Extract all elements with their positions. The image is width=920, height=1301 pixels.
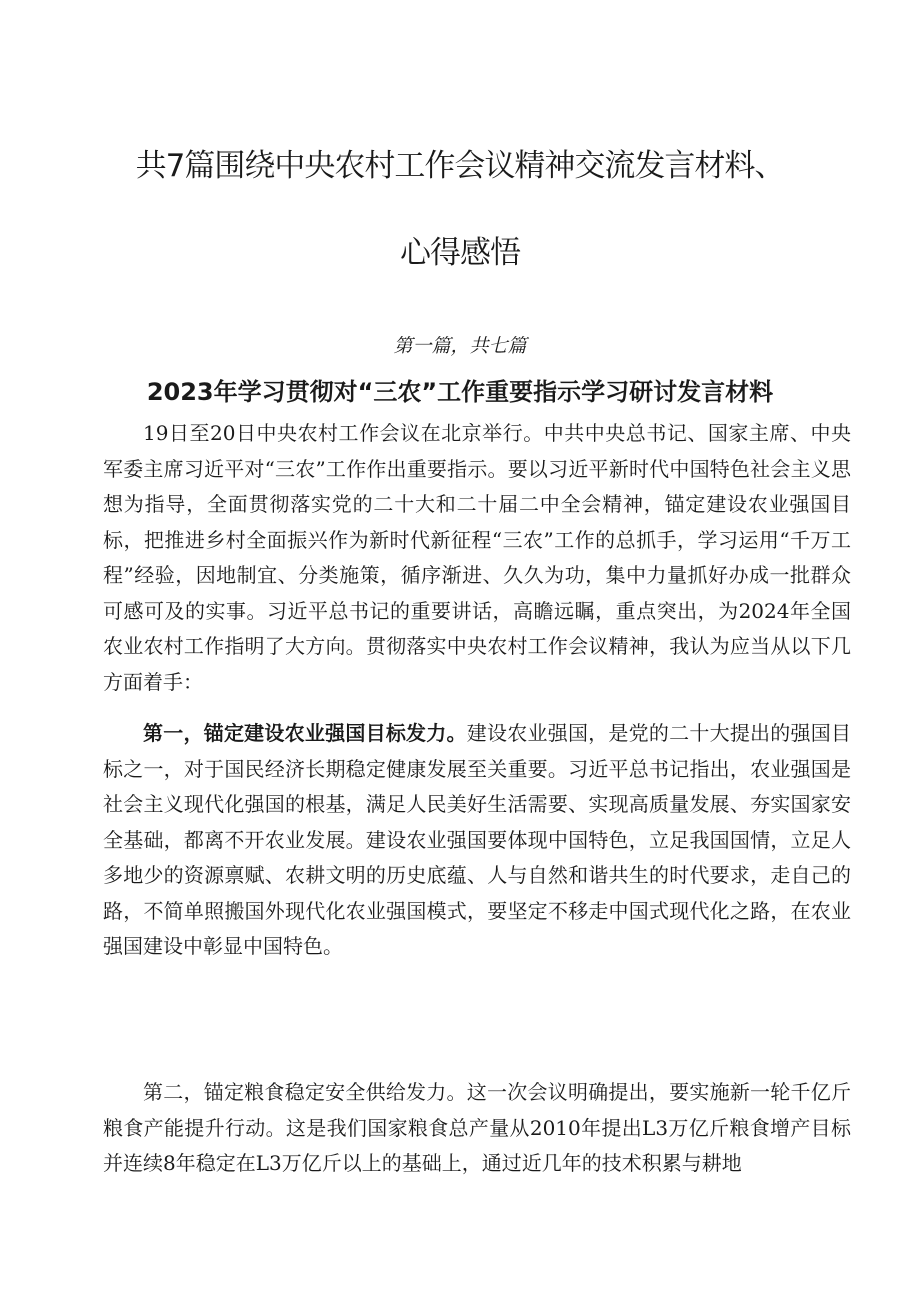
body-paragraph [103,416,851,700]
paragraph-text: 建设农业强国，是党的二十大提出的强国目标之一，对于国民经济长期稳定健康发展至关重要。习近平总书记指出，农业强国是社会主义现代化强国的根基，满足人民美好生活需要、实现高质量发展、夯实国家安全基础，都离不开农业发展。建设农业强国要体现中国特色，立足我国国情，立足人多地少的资源禀赋、农耕文明的历史底蕴、人与自然和谐共生的时代要求，走自己的路，不简单照搬国外现代化农业强国模式，要坚定不移走中国式现代化之路，在农业强国建设中彰显中国特色。 [103,721,852,958]
section-title: 2023年学习贯彻对“三农”工作重要指示学习研讨发言材料 [146,378,774,406]
paragraph-text: 19日至20日中央农村工作会议在北京举行。中共中央总书记、国家主席、中央军委主席习近平对“三农”工作作出重要指示。要以习近平新时代中国特色社会主义思想为指导，全面贯彻落实党的二十大和二十届二中全会精神，锚定建设农业强国目标，把推进乡村全面振兴作为新时代新征程“三农”工作的总抓手，学习运用“千万工程”经验，因地制宜、分类施策，循序渐进、久久为功，集中力量抓好办成一批群众可感可及的实事。习近平总书记的重要讲话，高瞻远瞩，重点突出，为2024年全国农业农村工作指明了大方向。贯彻落实中央农村工作会议精神，我认为应当从以下几方面着手： [103,421,851,694]
paragraph-text: 第二，锚定粮食稳定安全供给发力。这一次会议明确提出，要实施新一轮千亿斤粮食产能提升行动。这是我们国家粮食总产量从2010年提出L3万亿斤粮食增产目标并连续8年稳定在L3万亿斤以上的基础上，通过近几年的技术积累与耕地 [103,1080,851,1175]
body-paragraph [103,716,851,965]
document-title-line-2: 心得感悟 [400,235,520,271]
document-title-line-1: 共7篇围绕中央农村工作会议精神交流发言材料、 [135,148,785,184]
body-paragraph [103,1075,851,1182]
part-label: 第一篇，共七篇 [393,335,527,357]
paragraph-lead-heading: 第一，锚定建设农业强国目标发力。 [143,721,467,745]
